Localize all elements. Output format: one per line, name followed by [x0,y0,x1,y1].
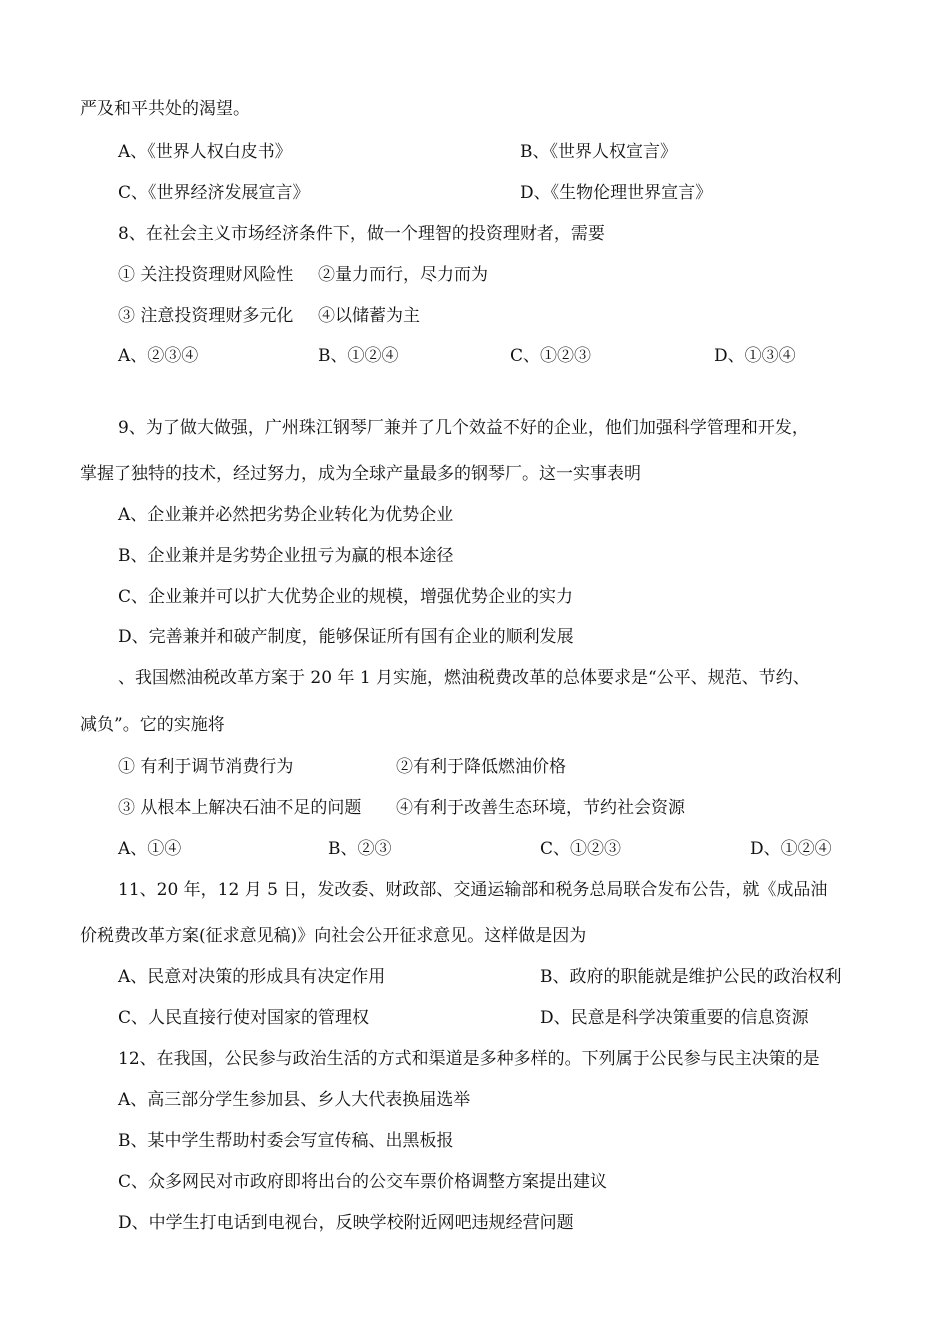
option-a: A、《世界人权白皮书》 [118,142,292,162]
statement-1: ① 关注投资理财风险性 [118,265,294,285]
option-d: D、民意是科学决策重要的信息资源 [540,1008,809,1028]
question-9-cont: 掌握了独特的技术，经过努力，成为全球产量最多的钢琴厂。这一实事表明 [80,464,641,484]
option-b: B、《世界人权宣言》 [520,142,677,162]
statement-4: ④以储蓄为主 [318,306,420,326]
option-c: C、《世界经济发展宣言》 [118,183,310,203]
statement-4: ④有利于改善生态环境，节约社会资源 [396,798,685,818]
option-a: A、①④ [118,839,182,859]
option-c: C、企业兼并可以扩大优势企业的规模，增强优势企业的实力 [118,587,574,607]
option-d: D、《生物伦理世界宣言》 [520,183,713,203]
option-a: A、企业兼并必然把劣势企业转化为优势企业 [118,505,454,525]
question-11-cont: 价税费改革方案(征求意见稿)》向社会公开征求意见。这样做是因为 [80,926,587,946]
option-a: A、民意对决策的形成具有决定作用 [118,967,386,987]
text-line: 严及和平共处的渴望。 [80,99,250,119]
statement-3: ③ 从根本上解决石油不足的问题 [118,798,362,818]
option-c: C、人民直接行使对国家的管理权 [118,1008,370,1028]
option-d: D、完善兼并和破产制度，能够保证所有国有企业的顺利发展 [118,627,574,647]
option-c: C、①②③ [510,346,592,366]
option-d: D、中学生打电话到电视台，反映学校附近网吧违规经营问题 [118,1213,574,1233]
option-b: B、②③ [328,839,392,859]
question-12: 12、在我国，公民参与政治生活的方式和渠道是多种多样的。下列属于公民参与民主决策的是 [118,1049,820,1069]
statement-2: ②量力而行，尽力而为 [318,265,488,285]
statement-3: ③ 注意投资理财多元化 [118,306,294,326]
option-b: B、政府的职能就是维护公民的政治权利 [540,967,842,987]
question-8: 8、在社会主义市场经济条件下，做一个理智的投资理财者，需要 [118,224,605,244]
option-d: D、①③④ [714,346,796,366]
option-a: A、②③④ [118,346,199,366]
option-c: C、①②③ [540,839,622,859]
question-10: 、我国燃油税改革方案于 20 年 1 月实施，燃油税费改革的总体要求是“公平、规范、节约、 [118,668,810,688]
option-b: B、企业兼并是劣势企业扭亏为赢的根本途径 [118,546,454,566]
option-d: D、①②④ [750,839,832,859]
statement-1: ① 有利于调节消费行为 [118,757,294,777]
question-9: 9、为了做大做强，广州珠江钢琴厂兼并了几个效益不好的企业，他们加强科学管理和开发， [118,418,809,438]
option-a: A、高三部分学生参加县、乡人大代表换届选举 [118,1090,471,1110]
option-b: B、①②④ [318,346,399,366]
question-10-cont: 减负”。它的实施将 [80,715,225,735]
question-11: 11、20 年，12 月 5 日，发改委、财政部、交通运输部和税务总局联合发布公告，就《成品油 [118,880,828,900]
option-c: C、众多网民对市政府即将出台的公交车票价格调整方案提出建议 [118,1172,608,1192]
option-b: B、某中学生帮助村委会写宣传稿、出黑板报 [118,1131,454,1151]
statement-2: ②有利于降低燃油价格 [396,757,566,777]
